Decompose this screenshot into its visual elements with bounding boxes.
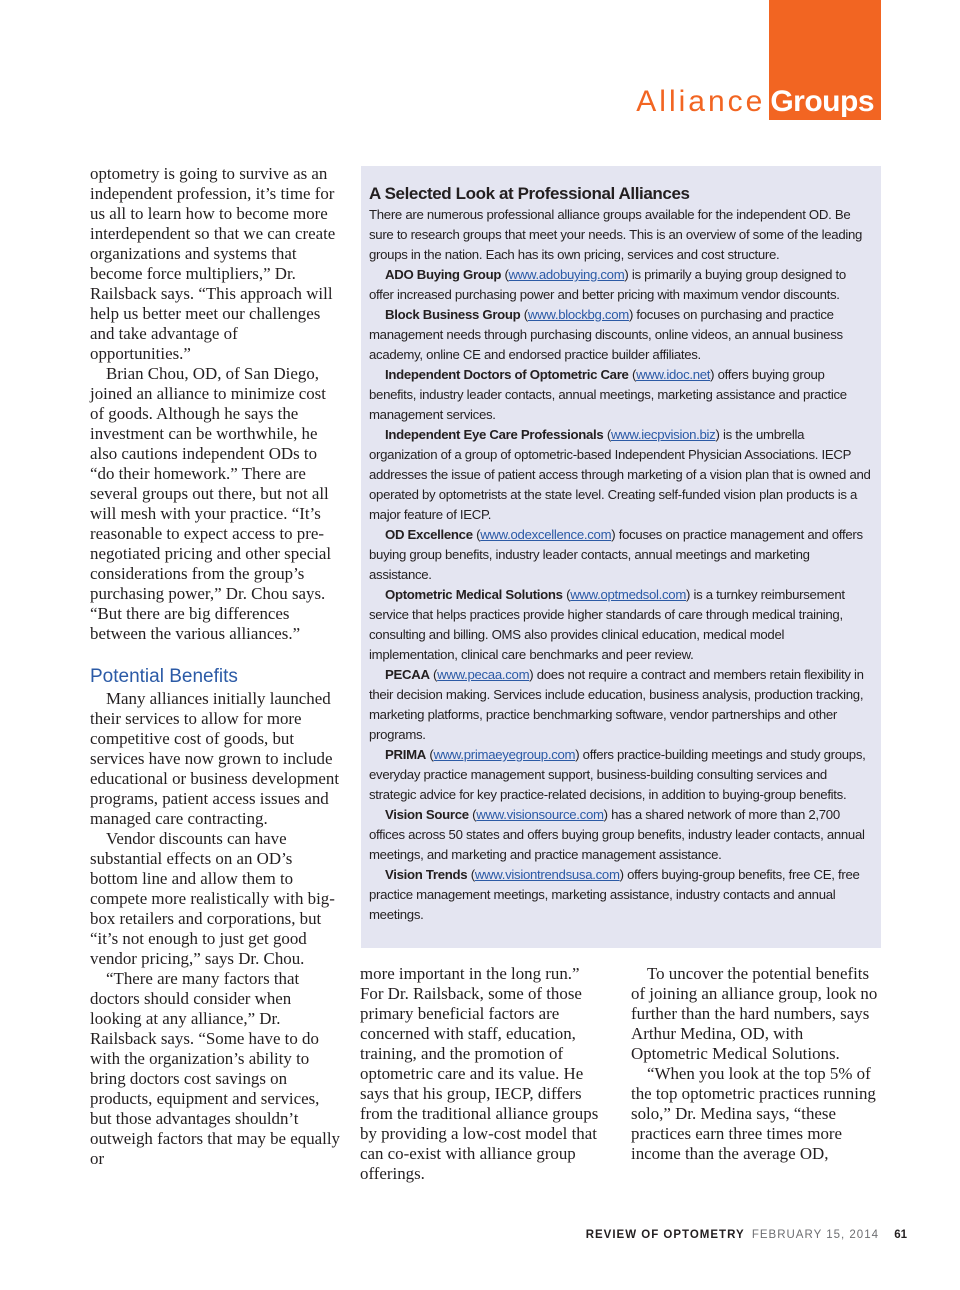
alliance-description: ) focuses on practice management and offers buying group benefits, industry leader contacts, annual meetings and marketing assistance. — [369, 527, 863, 582]
alliance-description: ) is a turnkey reimbursement service that helps practices provide higher standards of care through medical training, consulting and billing. OMS also provides clinical education, medical model implementation, clinical care benchmarks and peer review. — [369, 587, 845, 662]
alliance-description: ) offers practice-building meetings and study groups, everyday practice management support, business-building consulting services and strategic advice for key practice-related decisions, in addition to buying-group benefits. — [369, 747, 866, 802]
alliance-entry: OD Excellence (www.odexcellence.com) focuses on practice management and offers buying group benefits, industry leader contacts, annual meetings and marketing assistance. — [369, 527, 863, 582]
alliance-url-link[interactable]: www.primaeyegroup.com — [433, 747, 576, 762]
page-footer — [586, 1229, 907, 1241]
page-number: 61 — [894, 1229, 907, 1241]
sidebar-entries — [369, 265, 872, 925]
paragraph: Many alliances initially launched their services to allow for more competitive cost of goods, but services have now grown to include educational or business development programs, patient access issues and managed care contracting. — [90, 689, 340, 828]
subheading: Potential Benefits — [90, 666, 238, 687]
alliance-name: Optometric Medical Solutions — [385, 587, 563, 602]
article-column-2 — [360, 964, 602, 1184]
alliance-description: ) has a shared network of more than 2,700 offices across 50 states and offers buying group benefits, industry leader contacts, annual meetings, and marketing and practice management assistance. — [369, 807, 865, 862]
alliance-name: Independent Eye Care Professionals — [385, 427, 604, 442]
alliance-url-link[interactable]: www.odexcellence.com — [480, 527, 612, 542]
paragraph: more important in the long run.” For Dr. Railsback, some of those primary beneficial factors are concerned with staff, education, training, and the promotion of optometric care and its value. He says that his group, IECP, differs from the traditional alliance groups by providing a low-cost model that can co-exist with alliance group offerings. — [360, 964, 599, 1183]
section-title-bold: Groups — [770, 85, 874, 118]
alliance-description: ) offers buying group benefits, industry leader contacts, annual meetings, marketing assistance and practice management services. — [369, 367, 847, 422]
alliance-name: Block Business Group — [385, 307, 521, 322]
paragraph: optometry is going to survive as an independent profession, it’s time for us all to learn how to become more interdependent so that we can create organizations and systems that become force multipliers,” Dr. Railsback says. “This approach will help us better meet our challenges and take advantage of opportunities.” — [90, 164, 336, 363]
alliance-name: PECAA — [385, 667, 430, 682]
alliance-name: Vision Trends — [385, 867, 468, 882]
paragraph: “When you look at the top 5% of the top optometric practices running solo,” Dr. Medina says, “these practices earn three times more income than the average OD, — [631, 1064, 876, 1163]
alliance-description: ) focuses on purchasing and practice management needs through purchasing discounts, online videos, an annual business academy, online CE and endorsed practice builder affiliates. — [369, 307, 843, 362]
alliance-url-link[interactable]: www.optmedsol.com — [570, 587, 687, 602]
alliance-url-link[interactable]: www.adobuying.com — [508, 267, 625, 282]
article-column-1 — [90, 164, 340, 1169]
alliance-name: PRIMA — [385, 747, 426, 762]
alliance-entry: Optometric Medical Solutions (www.optmedsol.com) is a turnkey reimbursement service that helps practices provide higher standards of care through medical training, consulting and billing. OMS also provides clinical education, medical model implementation, clinical care benchmarks and peer review. — [369, 587, 845, 662]
alliance-name: OD Excellence — [385, 527, 473, 542]
article-column-3 — [631, 964, 883, 1164]
alliance-description: ) is primarily a buying group designed to offer increased purchasing power and better pricing with maximum vendor discounts. — [369, 267, 846, 302]
alliance-entry: Vision Source (www.visionsource.com) has a shared network of more than 2,700 offices across 50 states and offers buying group benefits, industry leader contacts, annual meetings, and marketing and practice management assistance. — [369, 807, 865, 862]
section-title — [636, 82, 874, 122]
alliance-entry: Block Business Group (www.blockbg.com) focuses on purchasing and practice management needs through purchasing discounts, online videos, an annual business academy, online CE and endorsed practice builder affiliates. — [369, 307, 843, 362]
alliance-entry: ADO Buying Group (www.adobuying.com) is primarily a buying group designed to offer increased purchasing power and better pricing with maximum vendor discounts. — [369, 267, 846, 302]
alliance-name: Vision Source — [385, 807, 469, 822]
alliance-entry: Independent Eye Care Professionals (www.iecpvision.biz) is the umbrella organization of a group of optometric-based Independent Physician Associations. IECP addresses the issue of patient access through marketing of a vision plan that is owned and operated by optometrists at the state level. Creating self-funded vision plan products is a major feature of IECP. — [369, 427, 871, 522]
alliance-entry: PECAA (www.pecaa.com) does not require a contract and members retain flexibility in their decision making. Services include education, business analysis, production tracking, marketing platforms, practice benchmarking software, vendor partnerships and other programs. — [369, 667, 864, 742]
paragraph: To uncover the potential benefits of joining an alliance group, look no further than the hard numbers, says Arthur Medina, OD, with Optometric Medical Solutions. — [631, 964, 878, 1063]
paragraph: Vendor discounts can have substantial effects on an OD’s bottom line and allow them to compete more realistically with big-box retailers and corporations, but “it’s not enough to just get good vendor pricing,” says Dr. Chou. — [90, 829, 335, 968]
alliance-entry: Vision Trends (www.visiontrendsusa.com) offers buying-group benefits, free CE, free practice management meetings, marketing assistance, industry contacts and annual meetings. — [369, 867, 860, 922]
alliance-description: ) is the umbrella organization of a group of optometric-based Independent Physician Associations. IECP addresses the issue of patient access through marketing of a vision plan that is owned and operated by optometrists at the state level. Creating self-funded vision plan products is a major feature of IECP. — [369, 427, 871, 522]
alliance-name: ADO Buying Group — [385, 267, 502, 282]
sidebar-intro: There are numerous professional alliance groups available for the independent OD. Be sure to research groups that meet your needs. This is an overview of some of the leading groups in the nation. Each has its own pricing, services and cost structure. — [369, 207, 863, 262]
alliance-url-link[interactable]: www.visionsource.com — [476, 807, 604, 822]
alliance-description: ) does not require a contract and members retain flexibility in their decision making. Services include education, business analysis, production tracking, marketing platforms, practice benchmarking software, vendor partnerships and other programs. — [369, 667, 864, 742]
alliance-name: Independent Doctors of Optometric Care — [385, 367, 629, 382]
alliance-url-link[interactable]: www.iecpvision.biz — [610, 427, 716, 442]
footer-magazine: REVIEW OF OPTOMETRY — [585, 1229, 745, 1241]
paragraph: “There are many factors that doctors should consider when looking at any alliance,” Dr. Railsback says. “Some have to do with the organization’s ability to bring doctors cost savings on products, equipment and services, but those advantages shouldn’t outweigh factors that may be equally or — [90, 969, 340, 1168]
footer-date: FEBRUARY 15, 2014 — [751, 1229, 879, 1241]
alliance-entry: PRIMA (www.primaeyegroup.com) offers practice-building meetings and study groups, everyday practice management support, business-building consulting services and strategic advice for key practice-related decisions, in addition to buying-group benefits. — [369, 747, 866, 802]
paragraph: Brian Chou, OD, of San Diego, joined an alliance to minimize cost of goods. Although he says the investment can be worthwhile, he also cautions independent ODs to “do their homework.” There are several groups out there, but not all will mesh with your practice. “It’s reasonable to expect access to pre-negotiated pricing and other special considerations from the group’s purchasing power,” Dr. Chou says. “But there are big differences between the various alliances.” — [90, 364, 332, 643]
section-title-light: Alliance — [636, 85, 766, 118]
sidebar-title: A Selected Look at Professional Alliances — [369, 184, 690, 203]
alliance-url-link[interactable]: www.pecaa.com — [437, 667, 530, 682]
alliance-url-link[interactable]: www.blockbg.com — [527, 307, 629, 322]
alliance-entry: Independent Doctors of Optometric Care (www.idoc.net) offers buying group benefits, industry leader contacts, annual meetings, marketing assistance and practice management services. — [369, 367, 847, 422]
alliance-url-link[interactable]: www.visiontrendsusa.com — [474, 867, 620, 882]
sidebar-box — [361, 166, 881, 948]
alliance-url-link[interactable]: www.idoc.net — [636, 367, 711, 382]
alliance-description: ) offers buying-group benefits, free CE, free practice management meetings, marketing assistance, industry contacts and annual meetings. — [369, 867, 860, 922]
